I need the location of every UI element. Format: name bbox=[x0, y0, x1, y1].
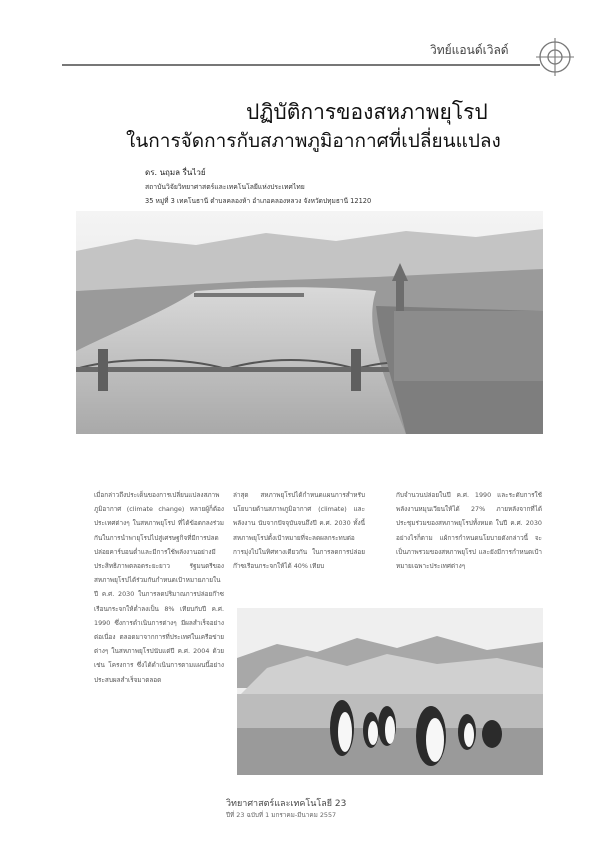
footer-journal: วิทยาศาสตร์และเทคโนโลยี 23 bbox=[226, 799, 347, 809]
body-column-2: ล่าสุด สหภาพยุโรปได้กำหนดแผนการสำหรับนโยบายด้านสภาพภูมิอากาศ (climate) และพลังงาน นับจากปัจจุบันจนถึงปี ค.ศ. 2030 ทั้งนี้ สหภาพยุโรปตั้งเป้าหมายที่จะลดผลกระทบต่อการมุ่งไปในทิศทางเดียวกัน ในการลดการปล่อยก๊าซเรือนกระจกให้ได้ 40% เทียบ bbox=[233, 491, 365, 571]
author-affiliation: สถาบันวิจัยวิทยาศาสตร์และเทคโนโลยีแห่งประเทศไทย bbox=[145, 183, 305, 191]
author-name: ดร. นฤมล รื่นไวย์ bbox=[145, 168, 206, 177]
article-title-line2: ในการจัดการกับสภาพภูมิอากาศที่เปลี่ยนแปลง bbox=[126, 130, 501, 152]
section-label: วิทย์แอนด์เวิลด์ bbox=[430, 43, 509, 57]
body-column-1: เมื่อกล่าวถึงประเด็นของการเปลี่ยนแปลงสภาพภูมิอากาศ (climate change) หลายผู้ก็ต้องประเทศต่างๆ ในสหภาพยุโรป ที่ได้ข้อตกลงร่วมกันในการนำพายุโรปไปสู่เศรษฐกิจที่มีการปลดปล่อยคาร์บอนต่ำและมีการใช้พลังงานอย่างมีประสิทธิภาพตลอดระยะยาว รัฐมนตรีของสหภาพยุโรปได้ร่วมกันกำหนดเป้าหมายภายในปี ค.ศ. 2030 ในการลดปริมาณการปล่อยก๊าซเรือนกระจกให้ต่ำลงเป็น 8% เทียบกับปี ค.ศ. 1990 ซึ่งการดำเนินการต่างๆ มีผลสำเร็จอย่างต่อเนื่อง ตลอดมาจากการที่ประเทศในเครือข่ายต่างๆ ในสหภาพยุโรปนับแต่ปี ค.ศ. 2004 ด้วย เช่น โครงการ ซึ่งได้ดำเนินการตามแผนนี้อย่างประสบผลสำเร็จมาตลอด bbox=[94, 491, 224, 684]
crosshair-logo-icon bbox=[536, 38, 574, 76]
footer-issue: ปีที่ 23 ฉบับที่ 1 มกราคม-มีนาคม 2557 bbox=[226, 811, 337, 819]
antarctic-penguins-photo bbox=[237, 608, 543, 775]
city-river-bridge-photo bbox=[76, 211, 543, 434]
body-column-3: กับจำนวนปล่อยในปี ค.ศ. 1990 และระดับการใช้พลังงานหมุนเวียนให้ได้ 27% ภายหลังจากที่ได้ประชุมร่วมของสหภาพยุโรปทั้งหมด ในปี ค.ศ. 2030 อย่างไรก็ตาม แผ้การกำหนดนโยบายดังกล่าวนี้ จะเป็นภาพรวมของสหภาพยุโรป และยังมีการกำหนดเป้าหมายเฉพาะประเทศต่างๆ bbox=[396, 491, 542, 571]
author-address: 35 หมู่ที่ 3 เทคโนธานี ตำบลคลองห้า อำเภอคลองหลวง จังหวัดปทุมธานี 12120 bbox=[145, 197, 372, 205]
article-title-line1: ปฏิบัติการของสหภาพยุโรป bbox=[246, 100, 488, 124]
header-rule bbox=[62, 64, 540, 66]
